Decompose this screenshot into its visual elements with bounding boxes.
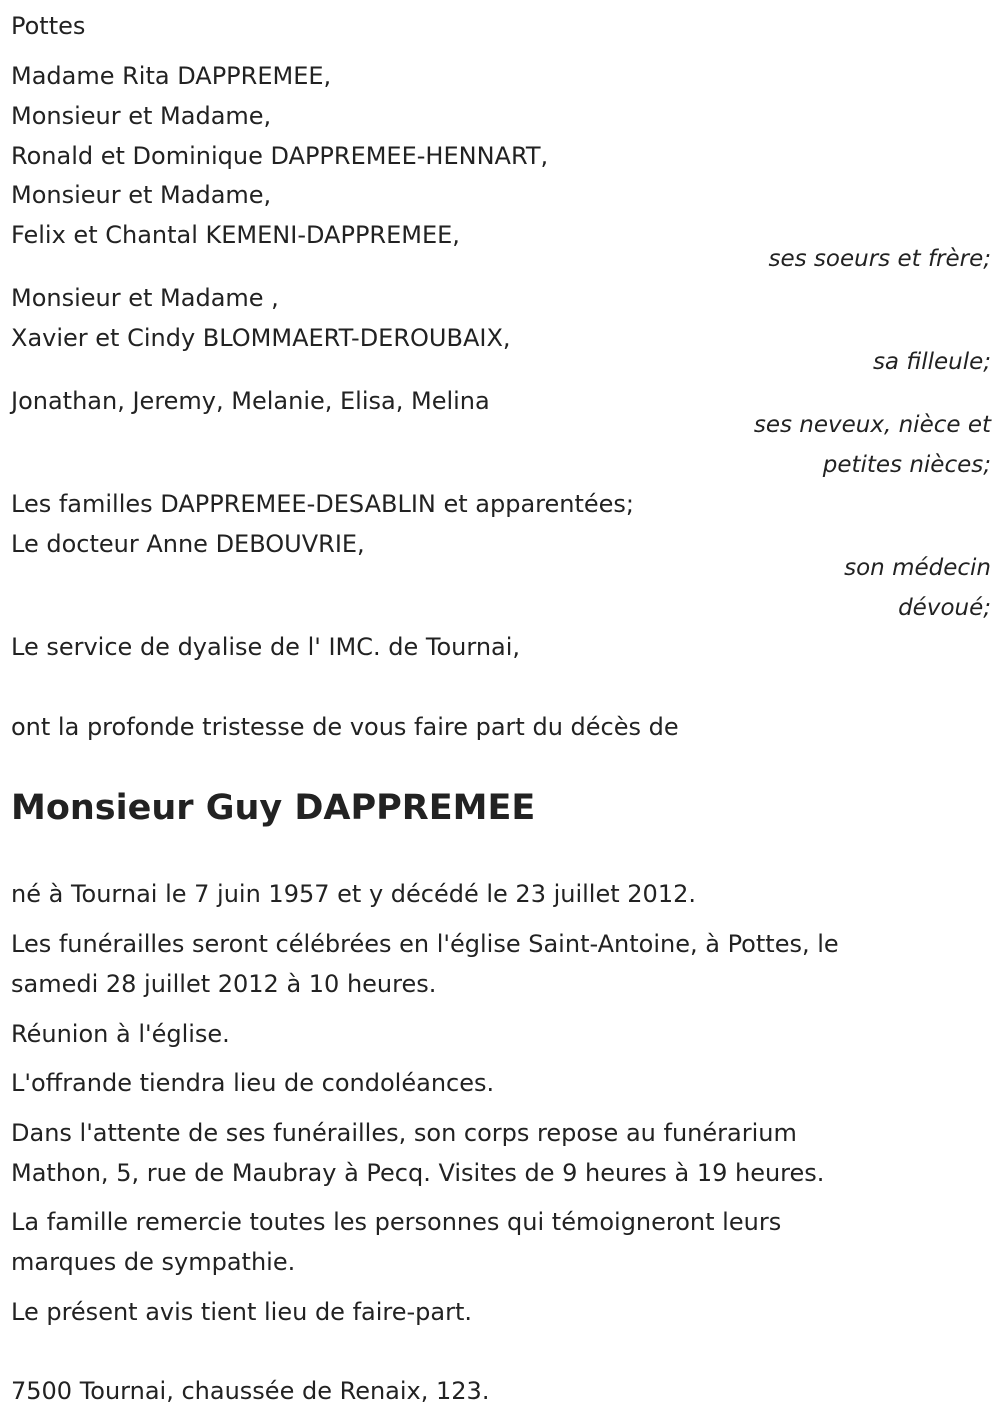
deceased-name: Monsieur Guy DAPPREMEE (11, 788, 536, 828)
birth-death-line: né à Tournai le 7 juin 1957 et y décédé le 23 juillet 2012. (11, 880, 696, 908)
family-line: Monsieur et Madame , (11, 284, 279, 312)
family-line: Les familles DAPPREMEE-DESABLIN et apparentées; (11, 490, 635, 518)
family-line: Le service de dyalise de l' IMC. de Tournai, (11, 633, 521, 661)
family-role: sa filleule; (872, 349, 991, 375)
reunion-info: Réunion à l'église. (11, 1020, 230, 1048)
family-line: Jonathan, Jeremy, Melanie, Elisa, Melina (11, 387, 490, 415)
family-address: 7500 Tournai, chaussée de Renaix, 123. (11, 1377, 490, 1405)
thanks-info: La famille remercie toutes les personnes qui témoigneront leurs (11, 1208, 782, 1236)
notice-info: Le présent avis tient lieu de faire-part. (11, 1298, 473, 1326)
funeral-info: samedi 28 juillet 2012 à 10 heures. (11, 970, 437, 998)
rest-info: Dans l'attente de ses funérailles, son corps repose au funérarium (11, 1119, 797, 1147)
family-line: Monsieur et Madame, (11, 181, 272, 209)
family-role: dévoué; (898, 595, 991, 621)
family-line: Le docteur Anne DEBOUVRIE, (11, 530, 365, 558)
family-role: ses soeurs et frère; (768, 246, 991, 272)
family-line: Ronald et Dominique DAPPREMEE-HENNART, (11, 142, 549, 170)
family-line: Felix et Chantal KEMENI-DAPPREMEE, (11, 221, 460, 249)
family-line: Monsieur et Madame, (11, 102, 272, 130)
funeral-info: Les funérailles seront célébrées en l'église Saint-Antoine, à Pottes, le (11, 930, 839, 958)
family-role: ses neveux, nièce et (753, 412, 991, 438)
thanks-info: marques de sympathie. (11, 1248, 296, 1276)
place-name: Pottes (11, 12, 86, 40)
announcement-text: ont la profonde tristesse de vous faire part du décès de (11, 713, 679, 741)
family-role: petites nièces; (822, 452, 991, 478)
family-line: Madame Rita DAPPREMEE, (11, 62, 332, 90)
family-role: son médecin (844, 555, 991, 581)
family-line: Xavier et Cindy BLOMMAERT-DEROUBAIX, (11, 324, 511, 352)
offering-info: L'offrande tiendra lieu de condoléances. (11, 1069, 495, 1097)
rest-info: Mathon, 5, rue de Maubray à Pecq. Visites de 9 heures à 19 heures. (11, 1159, 825, 1187)
